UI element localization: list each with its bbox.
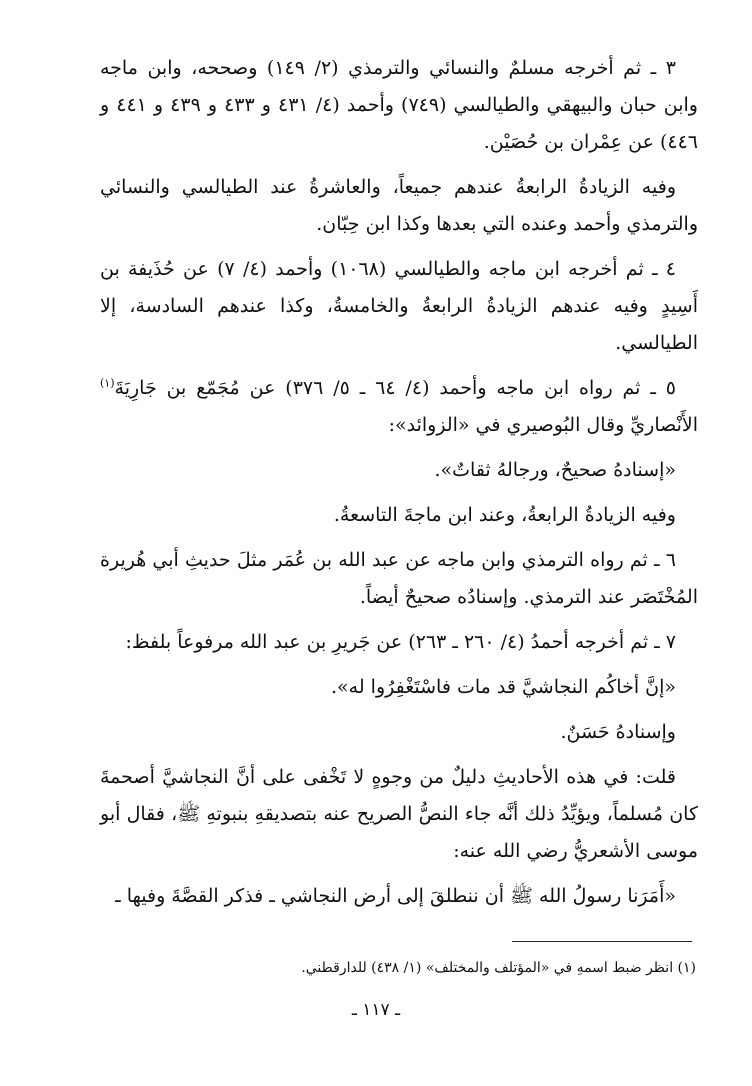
paragraph-hadith-5-text: ٥ ـ ثم رواه ابن ماجه وأحمد (٤/ ٦٤ ـ ٥/ ٣٧٦) عن مُجَمّع بن جَارِيَةَ [114, 377, 676, 399]
quote-isnad-sahih: «إسنادهُ صحيحٌ، ورجالهُ ثقاتٌ». [434, 459, 676, 481]
footnote-reference: (١) [100, 376, 115, 390]
paragraph-additions-5: وفيه الزيادةُ الرابعةُ، وعند ابن ماجةَ التاسعةُ. [333, 504, 676, 526]
paragraph-hadith-5 [100, 370, 698, 444]
quote-najashi: «إنَّ أخاكُم النجاشيَّ قد مات فاسْتَغْفِرُوا له». [331, 676, 676, 698]
footnote: (١) انظر ضبط اسمهِ في «المؤتلف والمختلف» (١/ ٤٣٨) للدارقطني. [301, 960, 696, 976]
paragraph-hadith-7: ٧ ـ ثم أخرجه أحمدُ (٤/ ٢٦٠ ـ ٢٦٣) عن جَريرِ بن عبد الله مرفوعاً بلفظ: [125, 631, 676, 653]
paragraph-commentary: قلت: في هذه الأحاديثِ دليلٌ من وجوهٍ لا تَخْفى على أنَّ النجاشيَّ أصحمةَ كان مُسلماً، ويؤيِّدُ ذلك أنَّه جاء النصُّ الصريح عنه بتصديقهِ بنبوتهِ ﷺ، فقال أبو موسى الأشعريُّ رضي الله عنه: [100, 766, 698, 862]
paragraph-hadith-3: ٣ ـ ثم أخرجه مسلمٌ والنسائي والترمذي (٢/ ١٤٩) وصححه، وابن ماجه وابن حبان والبيهقي والطيالسي (٧٤٩) وأحمد (٤/ ٤٣١ و ٤٣٣ و ٤٣٩ و ٤٤١ و ٤٤٦) عن عِمْران بن حُصَيْن. [100, 57, 698, 153]
paragraph-hadith-6: ٦ ـ ثم رواه الترمذي وابن ماجه عن عبد الله بن عُمَر مثلَ حديثِ أبي هُريرة المُخْتَصَر عند الترمذي. وإسنادُه صحيحٌ أيضاً. [100, 549, 698, 608]
page-number: ـ ١١٧ ـ [351, 1000, 401, 1020]
paragraph-isnad-hasan: وإسنادهُ حَسَنٌ. [560, 721, 676, 743]
paragraph-hadith-4: ٤ ـ ثم أخرجه ابن ماجه والطيالسي (١٠٦٨) وأحمد (٤/ ٧) عن حُذَيفة بن أَسِيدٍ وفيه عندهم الزيادةُ الرابعةُ والخامسةُ، وكذا عندهم السادسة، إلا الطيالسي. [100, 258, 698, 354]
paragraph-additions-3: وفيه الزيادةُ الرابعةُ عندهم جميعاً، والعاشرةُ عند الطيالسي والنسائي والترمذي وأحمد وعنده التي بعدها وكذا ابن حِبّان. [100, 176, 698, 235]
quote-abu-musa: «أَمَرَنا رسولُ الله ﷺ أن ننطلقَ إلى أرض النجاشي ـ فذكر القصَّةَ وفيها ـ [115, 885, 676, 907]
page-body [100, 50, 698, 923]
paragraph-hadith-5-tail: الأَنْصاريِّ وقال البُوصيري في «الزوائد»: [388, 414, 698, 436]
footnote-divider [512, 941, 692, 942]
